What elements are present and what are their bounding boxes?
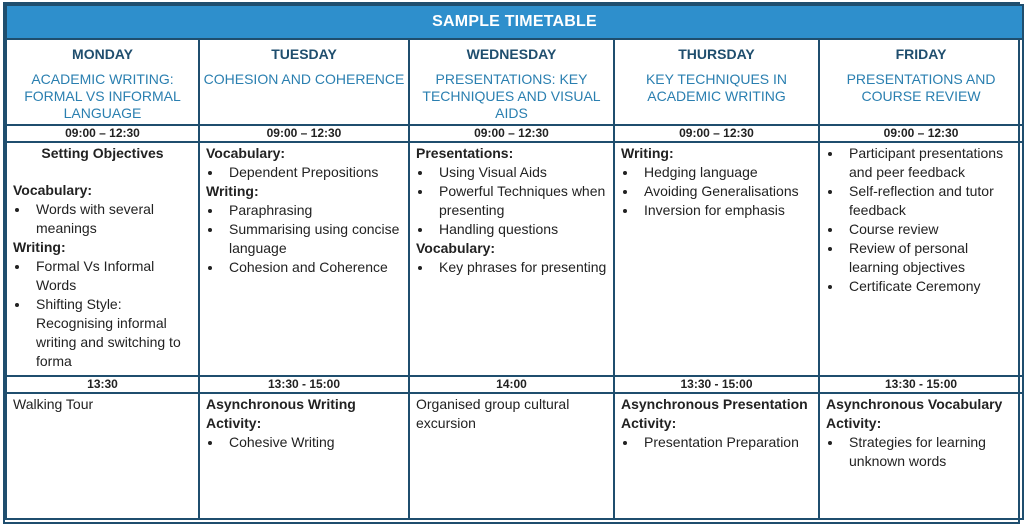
morning-session-friday (819, 142, 1023, 376)
afternoon-session-tuesday (199, 393, 409, 519)
time-afternoon-friday: 13:30 - 15:00 (819, 376, 1023, 393)
activity-heading: Asynchronous Writing Activity: (206, 396, 356, 431)
list-item: • Cohesive Writing (223, 433, 402, 452)
list-item: • Avoiding Generalisations (638, 182, 812, 201)
afternoon-session-thursday (614, 393, 819, 519)
list-item: • Course review (843, 220, 1016, 239)
day-name: FRIDAY (895, 46, 947, 62)
list-item: • Words with several meanings (30, 200, 192, 238)
time-afternoon-wednesday: 14:00 (409, 376, 614, 393)
timetable (3, 2, 1020, 524)
day-topic: KEY TECHNIQUES IN ACADEMIC WRITING (645, 71, 788, 104)
morning-session-thursday (614, 142, 819, 376)
day-name: TUESDAY (271, 46, 337, 62)
presentations-heading: Presentations: (416, 145, 514, 161)
time-morning-wednesday: 09:00 – 12:30 (409, 125, 614, 142)
day-header-wednesday (409, 39, 614, 125)
timetable-table (5, 4, 1024, 520)
list-item: • Inversion for emphasis (638, 201, 812, 220)
list-item: • Summarising using concise language (223, 220, 402, 258)
vocabulary-heading: Vocabulary: (206, 145, 286, 161)
activity-heading: Asynchronous Vocabulary Activity: (826, 396, 1003, 431)
day-header-friday (819, 39, 1023, 125)
list-item: • Powerful Techniques when presenting (433, 182, 607, 220)
vocabulary-heading: Vocabulary: (13, 182, 93, 198)
writing-heading: Writing: (621, 145, 674, 161)
afternoon-session-wednesday (409, 393, 614, 519)
day-topic: PRESENTATIONS AND COURSE REVIEW (846, 71, 996, 104)
day-topic: ACADEMIC WRITING: FORMAL VS INFORMAL LANGUAGE (24, 71, 181, 121)
day-header-monday (6, 39, 199, 125)
morning-session-tuesday (199, 142, 409, 376)
list-item: • Key phrases for presenting (433, 258, 607, 277)
day-name: WEDNESDAY (466, 46, 557, 62)
morning-session-monday (6, 142, 199, 376)
time-afternoon-thursday: 13:30 - 15:00 (614, 376, 819, 393)
timetable-title: SAMPLE TIMETABLE (6, 5, 1023, 39)
time-morning-monday: 09:00 – 12:30 (6, 125, 199, 142)
session-text: Walking Tour (13, 396, 94, 412)
time-morning-tuesday: 09:00 – 12:30 (199, 125, 409, 142)
list-item: • Presentation Preparation (638, 433, 812, 452)
time-afternoon-tuesday: 13:30 - 15:00 (199, 376, 409, 393)
list-item: • Strategies for learning unknown words (843, 433, 1016, 471)
list-item: • Self-reflection and tutor feedback (843, 182, 1016, 220)
list-item: • Formal Vs Informal Words (30, 257, 192, 295)
morning-session-wednesday (409, 142, 614, 376)
list-item: • Hedging language (638, 163, 812, 182)
list-item: • Using Visual Aids (433, 163, 607, 182)
time-afternoon-monday: 13:30 (6, 376, 199, 393)
day-header-thursday (614, 39, 819, 125)
list-item: • Cohesion and Coherence (223, 258, 402, 277)
list-item: • Review of personal learning objectives (843, 239, 1016, 277)
list-item: • Dependent Prepositions (223, 163, 402, 182)
list-item: • Paraphrasing (223, 201, 402, 220)
vocabulary-heading: Vocabulary: (416, 240, 496, 256)
day-topic: COHESION AND COHERENCE (203, 71, 405, 87)
session-heading: Setting Objectives (41, 145, 164, 161)
activity-heading: Asynchronous Presentation Activity: (621, 396, 808, 431)
list-item: • Certificate Ceremony (843, 277, 1016, 296)
list-item: • Shifting Style: Recognising informal writing and switching to forma (30, 295, 192, 371)
afternoon-session-friday (819, 393, 1023, 519)
afternoon-session-monday (6, 393, 199, 519)
list-item: • Participant presentations and peer feedback (843, 144, 1016, 182)
day-topic: PRESENTATIONS: KEY TECHNIQUES AND VISUAL AIDS (422, 71, 601, 121)
time-morning-thursday: 09:00 – 12:30 (614, 125, 819, 142)
writing-heading: Writing: (13, 239, 66, 255)
day-name: MONDAY (72, 46, 133, 62)
session-text: Organised group cultural excursion (416, 396, 570, 431)
day-header-tuesday (199, 39, 409, 125)
day-name: THURSDAY (678, 46, 755, 62)
time-morning-friday: 09:00 – 12:30 (819, 125, 1023, 142)
writing-heading: Writing: (206, 183, 259, 199)
list-item: • Handling questions (433, 220, 607, 239)
